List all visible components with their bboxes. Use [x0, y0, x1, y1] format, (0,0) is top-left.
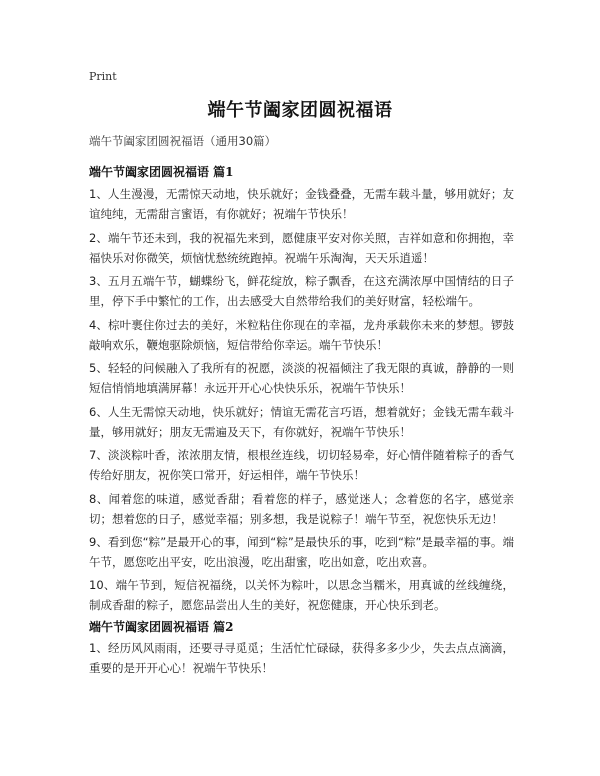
blessing-paragraph: 1、经历风风雨雨，还要寻寻觅觅；生活忙忙碌碌，获得多多少少，失去点点滴滴，重要的是开开心心！祝端午节快乐！ — [89, 641, 514, 675]
blessing-paragraph: 4、棕叶裹住你过去的美好，米粒粘住你现在的幸福，龙舟承载你未来的梦想。锣鼓敲响欢乐，鞭炮驱除烦恼，短信带给你幸运。端午节快乐！ — [89, 318, 514, 352]
section-heading: 端午节阖家团圆祝福语 篇1 — [89, 165, 234, 179]
page-title: 端午节阖家团圆祝福语 — [207, 100, 393, 121]
page-subtitle: 端午节阖家团圆祝福语（通用30篇） — [89, 134, 277, 148]
blessing-paragraph: 2、端午节还未到，我的祝福先来到，愿健康平安对你关照，吉祥如意和你拥抱，幸福快乐对你微笑，烦恼忧愁统统跑掉。祝端午乐淘淘，天天乐逍遥！ — [89, 231, 514, 265]
blessing-paragraph: 1、人生漫漫，无需惊天动地，快乐就好；金钱叠叠，无需车载斗量，够用就好；友谊纯纯，无需甜言蜜语，有你就好；祝端午节快乐！ — [89, 187, 514, 221]
blessing-paragraph: 10、端午节到，短信祝福绕，以关怀为粽叶，以思念当糯米，用真诚的丝线缠绕，制成香甜的粽子，愿您品尝出人生的美好，祝您健康，开心快乐到老。 — [89, 578, 514, 612]
blessing-paragraph: 9、看到您“粽”是最开心的事，闻到“粽”是最快乐的事，吃到“粽”是最幸福的事。端午节，愿您吃出平安，吃出浪漫，吃出甜蜜，吃出如意，吃出欢喜。 — [89, 535, 514, 569]
blessing-paragraph: 5、轻轻的问候融入了我所有的祝愿，淡淡的祝福倾注了我无限的真诚，静静的一则短信悄悄地填满屏幕！永远开开心心快快乐乐，祝端午节快乐！ — [89, 361, 514, 395]
blessing-paragraph: 3、五月五端午节，蝴蝶纷飞，鲜花绽放，粽子飘香，在这充满浓厚中国情结的日子里，停下手中繁忙的工作，出去感受大自然带给我们的美好财富，轻松端午。 — [89, 274, 514, 308]
blessing-paragraph: 6、人生无需惊天动地，快乐就好；情谊无需花言巧语，想着就好；金钱无需车载斗量，够用就好；朋友无需遍及天下，有你就好，祝端午节快乐！ — [89, 405, 514, 439]
blessing-paragraph: 8、闻着您的味道，感觉香甜；看着您的样子，感觉迷人；念着您的名字，感觉亲切；想着您的日子，感觉幸福；别多想，我是说粽子！端午节至，祝您快乐无边！ — [89, 492, 514, 526]
section-heading: 端午节阖家团圆祝福语 篇2 — [89, 620, 234, 634]
blessing-paragraph: 7、淡淡粽叶香，浓浓朋友情，根根丝连线，切切轻易牵，好心情伴随着粽子的香气传给好朋友，祝你笑口常开，好运相伴，端午节快乐！ — [89, 448, 514, 482]
print-link[interactable]: Print — [89, 70, 117, 83]
